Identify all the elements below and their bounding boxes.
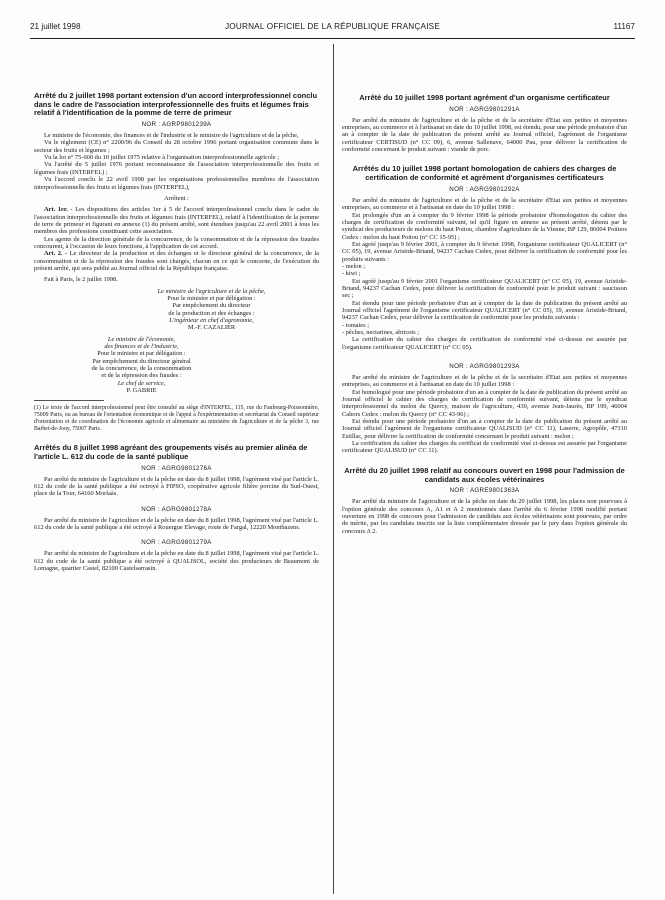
paragraph: La certification du cahier des charges du certificat de conformité visé ci-dessus est assurée par l'organisme certificateur QUALISUD (n° CC 11).: [342, 440, 627, 455]
sig-line: Pour le ministre et par délégation :: [97, 350, 186, 358]
list-item: - melon ;: [342, 262, 366, 270]
paragraph: Vu la loi n° 75-600 du 10 juillet 1975 relative à l'organisation interprofessionnelle agricole ;: [44, 154, 279, 162]
paragraph: Par arrêté du ministre de l'agriculture et de la pêche et de la secrétaire d'Etat aux petites et moyennes entreprises, au commerce et à l'artisanat en date du 10 juillet 1998, est étendu, pour une période probatoire d'un an à compter de la date de publication du présent arrêté au Journal officiel, l'agrément de l'organisme certificateur CERTISUD (n° CC 09), 6, avenue Sallenave, 64000 Pau, pour délivrer la certification de conformité concernant le produit suivant : viande de porc.: [342, 116, 627, 154]
nor-reference: NOR : AGRG9801292A: [449, 185, 520, 193]
footnote: (1) Le texte de l'accord interprofessionnel peut être consulté au siège d'INTERFEL, 115, rue du Faubourg-Poissonnière, 75009 Paris, ou au bureau de l'orientation économique et de l'appui à l'expérimentation et secrétariat du Conseil supérieur d'orientation et de coordination de l'économie agricole et alimentaire au ministère de l'agriculture et de la pêche 3, rue Barbet-de-Jouy, 75007 Paris.: [34, 405, 319, 432]
header-page-number: 11167: [613, 22, 635, 31]
left-column: [34, 92, 319, 896]
article-title: Arrêté du 10 juillet 1998 portant agrément d'un organisme certificateur: [359, 94, 610, 102]
sig-line: Le ministre de l'économie,: [107, 335, 176, 343]
paragraph: Est agréé jusqu'au 9 février 2001, à compter du 9 février 1998, l'organisme certificateur QUALICERT (n° CC 05), 19, avenue Aristide-Briand, 94237 Cachan Cedex, pour délivrer la certification de conformité pour les produits suivants :: [342, 240, 627, 263]
nor-reference: NOR : AGRG9801279A: [141, 539, 212, 547]
paragraph: Est prolongée d'un an à compter du 9 février 1998 la période probatoire d'homologation du cahier des charges de certification de conformité suivant, tel qu'il figure en annexe au présent arrêté, détenu par le syndicat des producteurs de melons du haut Poitou, chambre d'agriculture de la Vienne, BP 129, 86004 Poitiers Cedex : melon du haut Poitou (n° CC 15-95) ;: [342, 211, 627, 241]
arretes-homologation: [342, 165, 627, 454]
nor-reference: NOR : AGRG9801276A: [141, 464, 212, 472]
paragraph: Le ministre de l'économie, des finances et de l'industrie et le ministre de l'agriculture et de la pêche,: [44, 132, 299, 140]
sig-line: de la production et des échanges :: [168, 309, 255, 317]
footnote-rule: [34, 400, 104, 401]
paragraph: Par arrêté du ministre de l'agriculture et de la pêche et de la secrétaire d'Etat aux petites et moyennes entreprises, au commerce et à l'artisanat en date du 10 juillet 1998 :: [342, 374, 627, 389]
signature-block-agriculture: [34, 288, 319, 332]
article-title: Arrêtés du 10 juillet 1998 portant homologation de cahiers des charges de certification de conformité et agrément d'organismes certificateurs: [352, 164, 617, 183]
paragraph: La certification du cahier des charges de certification de conformité visé ci-dessus est assurée par l'organisme certificateur QUALICERT (n° CC 05).: [342, 336, 627, 351]
paragraph: Est homologué pour une période probatoire d'un an à compter de la date de publication du présent arrêté au Journal officiel le cahier des charges de certification de conformité suivant, détenu par le syndicat interprofessionnel du melon du Quercy, maison de l'agriculture, 430, avenue Jean-Jaurès, BP 199, 46004 Cahors Cedex : melon du Quercy (n° CC 43-96) ;: [342, 388, 627, 418]
nor-reference: NOR : AGRG9801293A: [449, 363, 520, 371]
paragraph: Est agréé jusqu'au 9 février 2001 l'organisme certificateur QUALICERT (n° CC 05), 19, avenue Aristide-Briand, 94237 Cachan Cedex, pour délivrer la certification de conformité pour le produit suivant : saucisson sec ;: [342, 277, 627, 300]
paragraph: Par arrêté du ministre de l'agriculture et de la pêche en date du 8 juillet 1998, l'agrément visé par l'article L. 612 du code de la santé publique a été octroyé à FIPSO, coopérative agricole filière porcine du Sud-Ouest, place de la Tour, 64160 Morlaàs.: [34, 475, 319, 498]
sig-line: Le chef de service,: [117, 379, 166, 387]
signature-block-economie: [34, 336, 319, 395]
paragraph: Par arrêté du ministre de l'agriculture et de la pêche et de la secrétaire d'Etat aux petites et moyennes entreprises, au commerce et à l'artisanat en date du 10 juillet 1998 :: [342, 196, 627, 212]
header-journal-title: JOURNAL OFFICIEL DE LA RÉPUBLIQUE FRANÇAISE: [224, 22, 440, 31]
arrete-certisud: [342, 94, 627, 153]
sig-name: M.-F. CAZALIER: [187, 324, 236, 332]
sig-line: Pour le ministre et par délégation :: [167, 294, 256, 302]
page-header: [30, 22, 635, 36]
paragraph: Par arrêté du ministre de l'agriculture et de la pêche en date du 20 juillet 1998, les places non pourvues à l'option générale des concours A, A1 et A 2 mentionnés dans l'arrêté du 6 février 1998 modifié portant ouverture en 1998 de concours pour l'admission de candidats aux écoles vétérinaires sont pourvues, par ordre de mérite, par les candidats inscrits sur la liste complémentaire dressée par le jury dans l'option générale du concours A 2.: [342, 498, 627, 535]
paragraph: Par arrêté du ministre de l'agriculture et de la pêche en date du 8 juillet 1998, l'agrément visé par l'article L. 612 du code de la santé publique a été octroyé à Rouergue Elevage, route de Fargal, 12220 Montbazens.: [34, 516, 319, 532]
sig-name: P. GABRIE: [126, 387, 157, 395]
article-2-text: Le directeur de la production et des échanges et le directeur général de la concurrence, de la consommation et de la répression des fraudes sont chargés, chacun en ce qui le concerne, de l'exécution du présent arrêté, qui sera publié au Journal officiel de la République française.: [34, 250, 319, 272]
sig-line: Par empêchement du directeur: [172, 302, 251, 310]
paragraph: Vu l'accord conclu le 22 avril 1998 par les organisations professionnelles membres de l'association interprofessionnelle des fruits et légumes frais (INTERFEL),: [34, 176, 319, 191]
article-2: [34, 250, 319, 272]
paragraph: Vu le règlement (CE) n° 2200/96 du Conseil du 28 octobre 1996 portant organisation commune dans le secteur des fruits et légumes ;: [34, 139, 319, 154]
paragraph: Est étendu pour une période probatoire d'un an à compter de la date de publication du présent arrêté au Journal officiel l'agrément de l'organisme certificateur QUALICERT (n° CC 05), 19, avenue Aristide-Briand, 94237 Cachan Cedex, pour délivrer la certification de conformité pour les produits suivants :: [342, 299, 627, 322]
header-date: 21 juillet 1998: [30, 22, 81, 31]
article-title: Arrêté du 20 juillet 1998 relatif au concours ouvert en 1998 pour l'admission de candidats aux écoles vétérinaires: [344, 465, 625, 484]
sig-line: et de la répression des fraudes :: [101, 372, 182, 380]
article-1: [34, 206, 319, 235]
nor-reference: NOR : AGRP9801239A: [141, 121, 212, 129]
sig-line: de la concurrence, de la consommation: [91, 365, 192, 373]
sig-line: Par empêchement du directeur général: [92, 357, 191, 365]
nor-reference: NOR : AGRG9801278A: [141, 505, 212, 513]
article-2-label: Art. 2. -: [44, 250, 68, 258]
list-item: - tomates ;: [342, 321, 369, 329]
arrete-veterinaires: [342, 467, 627, 535]
header-rule: [30, 38, 635, 39]
article-title: Arrêté du 2 juillet 1998 portant extension d'un accord interprofessionnel conclu dans le cadre de l'association interprofessionnelle des fruits et légumes frais relatif à l'identification de la pomme de terre de primeur: [34, 92, 318, 118]
right-column: [342, 94, 627, 896]
article-1-text: Les dispositions des articles 1er à 5 de l'accord interprofessionnel conclu dans le cadre de l'association interprofessionnelle des fruits et légumes frais (INTERFEL), relatif à l'identification de la pomme de terre de primeur et figurant en annexe (1) du présent arrêté, sont étendues jusqu'au 22 avril 2001 à tous les membres des professions constituant cette association.: [34, 206, 319, 236]
article-1-label: Art. 1er. -: [44, 206, 73, 214]
paragraph: Les agents de la direction générale de la concurrence, de la consommation et de la répression des fraudes concourent, à l'occasion de leurs fonctions, à l'application de cet accord.: [34, 235, 319, 250]
paragraph: Est étendu pour une période probatoire d'un an à compter de la date de publication du présent arrêté au Journal officiel l'agrément de l'organisme certificateur QUALISUD (n° CC 11), Laserre, Agropôle, 47310 Estillac, pour délivrer la certification de conformité concernant le produit suivant : melon ;: [342, 418, 627, 440]
sig-line: L'ingénieur en chef d'agronomie,: [169, 317, 254, 325]
nor-reference: NOR : AGRE9801363A: [449, 487, 520, 495]
list-item: - kiwi ;: [342, 270, 361, 278]
arrete-interfel: [34, 92, 319, 432]
column-divider: [333, 44, 334, 894]
paragraph: Par arrêté du ministre de l'agriculture et de la pêche en date du 8 juillet 1998, l'agrément visé par l'article L. 612 du code de la santé publique a été octroyé à QUALISOL, société des producteurs de Beaumont de Lomagne, quartier Castel, 82100 Castelsarrasin.: [34, 550, 319, 573]
arretes-groupements: [34, 444, 319, 572]
article-title: Arrêtés du 8 juillet 1998 agréant des groupements visés au premier alinéa de l'article L. 612 du code de la santé publique: [34, 443, 308, 461]
paragraph: Vu l'arrêté du 5 juillet 1976 portant reconnaissance de l'association interprofessionnelle des fruits et légumes frais (INTERFEL) ;: [34, 161, 319, 176]
nor-reference: NOR : AGRG9801291A: [449, 105, 520, 113]
sig-line: des finances et de l'industrie,: [104, 343, 179, 351]
arretent-label: Arrêtent :: [164, 194, 189, 202]
list-item: - pêches, nectarines, abricots ;: [342, 329, 420, 337]
sig-line: Le ministre de l'agriculture et de la pêche,: [157, 287, 266, 295]
signature-date: Fait à Paris, le 2 juillet 1998.: [44, 276, 118, 284]
